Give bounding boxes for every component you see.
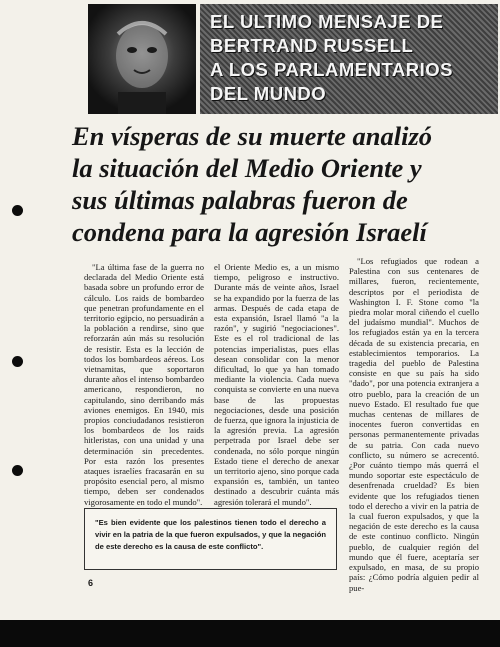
russell-portrait-icon: [88, 4, 196, 114]
banner-line-1: EL ULTIMO MENSAJE DE: [210, 11, 444, 32]
headline-line-1: En vísperas de su muerte analizó: [72, 121, 433, 151]
headline-line-2: la situación del Medio Oriente y: [72, 153, 422, 183]
headline-line-3: sus últimas palabras fueron de: [72, 185, 408, 215]
binder-hole-icon: [12, 465, 23, 476]
column-3-paragraph-1: "Los refugiados que rodean a Palestina con sus centenares de millares, fueron, recientemente, descriptos por el periodista de Washington I. F. Stone como "la piedra molar moral ciñendo el cuello del judaísmo mundial". Muchos de los refugiados están ya en la tercera década de su existencia precaria, en establecimientos temporarios. La tragedia del pueblo de Palestina consiste en que su país ha sido "dado", por una potencia extranjera a otro pueblo, para la creación de un nuevo Estado. El resultado fue que muchas centenas de millares de inocentes fueron convertidas en personas permanentemente privadas de su patria. Con cada nuevo conflicto, su número se acrecentó. ¿Por cuánto tiempo más querrá el mundo soportar este espectáculo de desenfrenada crueldad? Es bien evidente que los refugiados tienen todo el derecho a vivir en la patria de la cual fueron expulsados, y que la negación de este derecho es la causa de este continuo conflicto. Ningún pueblo, de cualquier región del mundo que él fuere, aceptaría ser expulsado, en masa, de su propio país: ¿Cómo podría alguien pedir al pue-: [349, 256, 479, 593]
title-banner: [200, 4, 498, 114]
column-2-paragraph-1: el Oriente Medio es, a un mismo tiempo, peligroso e instructivo. Durante más de veinte años, Israel se ha expandido por la fuerza de las armas. Después de cada etapa de esta expansión, Israel llamó "a la razón", y sugirió "negociaciones". Este es el rol tradicional de las potencias imperialistas, pues ellas desean consolidar con la menor dificultad, lo que ya han tomado mediante la violencia. Cada nueva conquista se convierte en una nueva base de las propuestas negociaciones, desde una posición de fuerza, que ignora la injusticia de la agresión previa. La agresión perpetrada por Israel debe ser condenada, no sólo porque ningún Estado tiene el derecho de anexar un territorio ajeno, sino porque cada expansión es, también, un tanteo destinado a descubrir cuánta más agresión tolerará el mundo".: [214, 262, 339, 507]
headline-line-4: condena para la agresión Israelí: [72, 217, 427, 247]
page-number: 6: [88, 578, 94, 588]
pull-quote-box: [84, 508, 337, 570]
column-1-paragraph-1: "La última fase de la guerra no declarada del Medio Oriente está basada sobre un profundo error de cálculo. Los raids de bombardeo que penetran profundamente en el territorio egipcio, no persuadirán a la población a rendirse, sino que reforzarán aún más su resolución de resistir. Esta es la lección de todos los bombardeos aéreos. Los vietnamitas, que soportaron durante años el intenso bombardeo americano, respondieron, no capitulando, sino derribando más aviones enemigos. En 1940, mis propios conciudadanos resistieron los bombardeos de los raids hitleristas, con una unidad y una determinación sin precedentes. Por esta razón los presentes ataques israelíes fracasarán en su propósito esencial pero, al mismo tiempo, deben ser condenados vigorosamente en todo el mundo".: [84, 262, 204, 507]
banner-line-4: DEL MUNDO: [210, 83, 327, 104]
binder-hole-icon: [12, 205, 23, 216]
pull-quote-text: "Es bien evidente que los palestinos tienen todo el derecho a vivir en la patria de la que fueron expulsados, y que la negación de este derecho es la causa de este conflicto".: [95, 518, 326, 551]
article-column-2: [214, 262, 339, 507]
article-column-1: [84, 262, 204, 517]
portrait-photo: [88, 4, 196, 114]
article-column-3: [349, 256, 479, 593]
banner-line-3: A LOS PARLAMENTARIOS: [210, 59, 453, 80]
headline: [72, 120, 492, 248]
scan-bottom-border: [0, 620, 500, 647]
banner-line-2: BERTRAND RUSSELL: [210, 35, 414, 56]
binder-hole-icon: [12, 356, 23, 367]
